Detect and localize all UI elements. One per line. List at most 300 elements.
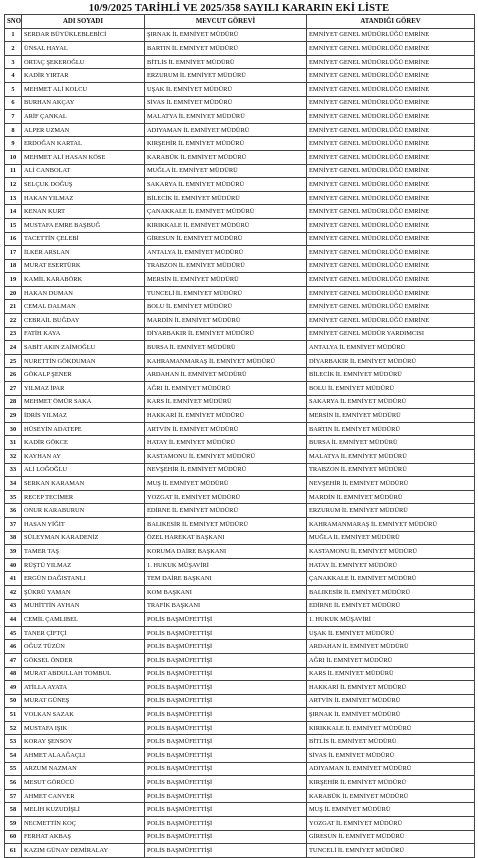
table-row <box>5 96 475 110</box>
cell-sno: 61 <box>5 844 22 858</box>
table-row <box>5 327 475 341</box>
cell-current-position: KIRŞEHİR İL EMNİYET MÜDÜRÜ <box>145 137 307 151</box>
cell-assigned-position: ŞIRNAK İL EMNİYET MÜDÜRÜ <box>307 708 475 722</box>
cell-sno: 36 <box>5 504 22 518</box>
cell-assigned-position: HATAY İL EMNİYET MÜDÜRÜ <box>307 558 475 572</box>
cell-sno: 14 <box>5 205 22 219</box>
header-assigned-position: ATANDIĞI GÖREV <box>307 15 475 29</box>
cell-assigned-position: EMNİYET GENEL MÜDÜRLÜĞÜ EMRİNE <box>307 246 475 260</box>
cell-current-position: POLİS BAŞMÜFETTİŞİ <box>145 803 307 817</box>
table-row <box>5 558 475 572</box>
table-row <box>5 178 475 192</box>
cell-name: MELİH KUZUDİŞLİ <box>22 803 145 817</box>
cell-assigned-position: 1. HUKUK MÜŞAVİRİ <box>307 613 475 627</box>
cell-current-position: MALATYA İL EMNİYET MÜDÜRÜ <box>145 110 307 124</box>
cell-name: KAYHAN AY <box>22 450 145 464</box>
table-row <box>5 409 475 423</box>
cell-sno: 48 <box>5 667 22 681</box>
cell-name: HÜSEYİN ADATEPE <box>22 422 145 436</box>
cell-name: KORAY ŞENSOY <box>22 735 145 749</box>
cell-assigned-position: EMNİYET GENEL MÜDÜRLÜĞÜ EMRİNE <box>307 110 475 124</box>
cell-current-position: YOZGAT İL EMNİYET MÜDÜRÜ <box>145 490 307 504</box>
cell-name: ŞÜKRÜ YAMAN <box>22 585 145 599</box>
cell-current-position: ARDAHAN İL EMNİYET MÜDÜRÜ <box>145 368 307 382</box>
table-row <box>5 314 475 328</box>
cell-name: SELÇUK DOĞUŞ <box>22 178 145 192</box>
cell-current-position: TRABZON İL EMNİYET MÜDÜRÜ <box>145 259 307 273</box>
table-row <box>5 55 475 69</box>
cell-current-position: TUNCELİ İL EMNİYET MÜDÜRÜ <box>145 286 307 300</box>
table-row <box>5 613 475 627</box>
cell-sno: 56 <box>5 776 22 790</box>
cell-current-position: MUŞ İL EMNİYET MÜDÜRÜ <box>145 477 307 491</box>
cell-name: FERHAT AKBAŞ <box>22 830 145 844</box>
cell-current-position: POLİS BAŞMÜFETTİŞİ <box>145 735 307 749</box>
cell-sno: 52 <box>5 721 22 735</box>
cell-sno: 25 <box>5 354 22 368</box>
cell-name: MUSTAFA EMRE BAŞBUĞ <box>22 218 145 232</box>
table-row <box>5 681 475 695</box>
table-row <box>5 28 475 42</box>
table-row <box>5 205 475 219</box>
cell-name: NURETTİN GÖKDUMAN <box>22 354 145 368</box>
table-row <box>5 218 475 232</box>
cell-current-position: KOM BAŞKANI <box>145 585 307 599</box>
cell-name: GÖKSEL ÖNDER <box>22 653 145 667</box>
cell-sno: 19 <box>5 273 22 287</box>
table-row <box>5 735 475 749</box>
table-row <box>5 123 475 137</box>
header-sno: SNO <box>5 15 22 29</box>
cell-name: HAKAN YILMAZ <box>22 191 145 205</box>
cell-sno: 30 <box>5 422 22 436</box>
cell-assigned-position: BARTIN İL EMNİYET MÜDÜRÜ <box>307 422 475 436</box>
cell-current-position: GİRESUN İL EMNİYET MÜDÜRÜ <box>145 232 307 246</box>
cell-assigned-position: EDİRNE İL EMNİYET MÜDÜRÜ <box>307 599 475 613</box>
cell-current-position: 1. HUKUK MÜŞAVİRİ <box>145 558 307 572</box>
table-row <box>5 762 475 776</box>
cell-assigned-position: EMNİYET GENEL MÜDÜRLÜĞÜ EMRİNE <box>307 286 475 300</box>
cell-assigned-position: MUĞLA İL EMNİYET MÜDÜRÜ <box>307 531 475 545</box>
cell-name: MURAT ESERTÜRK <box>22 259 145 273</box>
table-row <box>5 640 475 654</box>
table-row <box>5 300 475 314</box>
cell-name: HASAN YİĞİT <box>22 517 145 531</box>
table-row <box>5 110 475 124</box>
cell-sno: 26 <box>5 368 22 382</box>
cell-sno: 50 <box>5 694 22 708</box>
document-title: 10/9/2025 TARİHLİ VE 2025/358 SAYILI KARARIN EKİ LİSTE <box>88 3 390 14</box>
cell-current-position: POLİS BAŞMÜFETTİŞİ <box>145 749 307 763</box>
cell-current-position: POLİS BAŞMÜFETTİŞİ <box>145 613 307 627</box>
cell-name: CEBRAİL BUĞDAY <box>22 314 145 328</box>
cell-assigned-position: TUNCELİ İL EMNİYET MÜDÜRÜ <box>307 844 475 858</box>
cell-current-position: POLİS BAŞMÜFETTİŞİ <box>145 844 307 858</box>
cell-current-position: KASTAMONU İL EMNİYET MÜDÜRÜ <box>145 450 307 464</box>
cell-assigned-position: BALIKESİR İL EMNİYET MÜDÜRÜ <box>307 585 475 599</box>
cell-sno: 13 <box>5 191 22 205</box>
cell-sno: 54 <box>5 749 22 763</box>
table-row <box>5 341 475 355</box>
table-row <box>5 626 475 640</box>
cell-sno: 49 <box>5 681 22 695</box>
cell-current-position: BARTIN İL EMNİYET MÜDÜRÜ <box>145 42 307 56</box>
cell-assigned-position: EMNİYET GENEL MÜDÜRLÜĞÜ EMRİNE <box>307 205 475 219</box>
cell-name: TACETTİN ÇELEBİ <box>22 232 145 246</box>
cell-sno: 17 <box>5 246 22 260</box>
cell-current-position: POLİS BAŞMÜFETTİŞİ <box>145 667 307 681</box>
cell-current-position: DİYARBAKIR İL EMNİYET MÜDÜRÜ <box>145 327 307 341</box>
table-row <box>5 164 475 178</box>
table-row <box>5 450 475 464</box>
cell-name: CEMAL DALMAN <box>22 300 145 314</box>
table-row <box>5 653 475 667</box>
table-row <box>5 776 475 790</box>
table-row <box>5 749 475 763</box>
cell-name: ALPER UZMAN <box>22 123 145 137</box>
cell-assigned-position: EMNİYET GENEL MÜDÜRLÜĞÜ EMRİNE <box>307 314 475 328</box>
table-row <box>5 354 475 368</box>
table-row <box>5 422 475 436</box>
cell-sno: 33 <box>5 463 22 477</box>
table-row <box>5 817 475 831</box>
cell-current-position: POLİS BAŞMÜFETTİŞİ <box>145 626 307 640</box>
cell-name: BURHAN AKÇAY <box>22 96 145 110</box>
cell-sno: 12 <box>5 178 22 192</box>
table-row <box>5 504 475 518</box>
cell-name: KAMİL KARABÖRK <box>22 273 145 287</box>
cell-name: YILMAZ İPAR <box>22 382 145 396</box>
table-row <box>5 259 475 273</box>
cell-sno: 3 <box>5 55 22 69</box>
table-row <box>5 137 475 151</box>
cell-current-position: TRAFİK BAŞKANI <box>145 599 307 613</box>
cell-sno: 35 <box>5 490 22 504</box>
table-body <box>5 28 475 857</box>
cell-name: ATİLLA AYATA <box>22 681 145 695</box>
cell-assigned-position: KAHRAMANMARAŞ İL EMNİYET MÜDÜRÜ <box>307 517 475 531</box>
cell-assigned-position: EMNİYET GENEL MÜDÜRLÜĞÜ EMRİNE <box>307 96 475 110</box>
cell-current-position: POLİS BAŞMÜFETTİŞİ <box>145 762 307 776</box>
cell-assigned-position: TRABZON İL EMNİYET MÜDÜRÜ <box>307 463 475 477</box>
cell-current-position: ÖZEL HAREKAT BAŞKANI <box>145 531 307 545</box>
cell-name: SERKAN KARAMAN <box>22 477 145 491</box>
cell-assigned-position: ARTVİN İL EMNİYET MÜDÜRÜ <box>307 694 475 708</box>
cell-current-position: KARABÜK İL EMNİYET MÜDÜRÜ <box>145 150 307 164</box>
cell-sno: 42 <box>5 585 22 599</box>
cell-name: KADİR GÖKCE <box>22 436 145 450</box>
cell-name: SABİT AKIN ZAİMOĞLU <box>22 341 145 355</box>
cell-name: İLKER ARSLAN <box>22 246 145 260</box>
cell-name: ALİ LOĞOĞLU <box>22 463 145 477</box>
cell-name: KAZIM GÜNAY DEMİRALAY <box>22 844 145 858</box>
cell-name: SERDAR BÜYÜKLEBLEBİCİ <box>22 28 145 42</box>
cell-assigned-position: MUŞ İL EMNİYET MÜDÜRÜ <box>307 803 475 817</box>
cell-sno: 22 <box>5 314 22 328</box>
cell-current-position: HATAY İL EMNİYET MÜDÜRÜ <box>145 436 307 450</box>
table-row <box>5 382 475 396</box>
cell-name: ARZUM NAZMAN <box>22 762 145 776</box>
cell-current-position: ÇANAKKALE İL EMNİYET MÜDÜRÜ <box>145 205 307 219</box>
cell-sno: 15 <box>5 218 22 232</box>
table-row <box>5 708 475 722</box>
cell-current-position: POLİS BAŞMÜFETTİŞİ <box>145 789 307 803</box>
cell-current-position: MERSİN İL EMNİYET MÜDÜRÜ <box>145 273 307 287</box>
cell-current-position: UŞAK İL EMNİYET MÜDÜRÜ <box>145 82 307 96</box>
cell-current-position: POLİS BAŞMÜFETTİŞİ <box>145 721 307 735</box>
cell-sno: 2 <box>5 42 22 56</box>
cell-name: VOLKAN SAZAK <box>22 708 145 722</box>
cell-sno: 20 <box>5 286 22 300</box>
cell-assigned-position: ERZURUM İL EMNİYET MÜDÜRÜ <box>307 504 475 518</box>
cell-current-position: BURSA İL EMNİYET MÜDÜRÜ <box>145 341 307 355</box>
cell-current-position: ŞIRNAK İL EMNİYET MÜDÜRÜ <box>145 28 307 42</box>
cell-current-position: BİLECİK İL EMNİYET MÜDÜRÜ <box>145 191 307 205</box>
cell-assigned-position: ADIYAMAN İL EMNİYET MÜDÜRÜ <box>307 762 475 776</box>
cell-current-position: KARS İL EMNİYET MÜDÜRÜ <box>145 395 307 409</box>
cell-current-position: SİVAS İL EMNİYET MÜDÜRÜ <box>145 96 307 110</box>
cell-assigned-position: ARDAHAN İL EMNİYET MÜDÜRÜ <box>307 640 475 654</box>
cell-name: KENAN KURT <box>22 205 145 219</box>
cell-current-position: AĞRI İL EMNİYET MÜDÜRÜ <box>145 382 307 396</box>
cell-current-position: KIRIKKALE İL EMNİYET MÜDÜRÜ <box>145 218 307 232</box>
cell-assigned-position: KIRŞEHİR İL EMNİYET MÜDÜRÜ <box>307 776 475 790</box>
cell-sno: 41 <box>5 572 22 586</box>
cell-sno: 55 <box>5 762 22 776</box>
header-name: ADI SOYADI <box>22 15 145 29</box>
cell-name: FATİH KAYA <box>22 327 145 341</box>
assignment-table <box>4 14 475 858</box>
cell-current-position: ARTVİN İL EMNİYET MÜDÜRÜ <box>145 422 307 436</box>
cell-name: MUHİTTİN AYHAN <box>22 599 145 613</box>
cell-sno: 5 <box>5 82 22 96</box>
cell-sno: 24 <box>5 341 22 355</box>
cell-assigned-position: EMNİYET GENEL MÜDÜRLÜĞÜ EMRİNE <box>307 300 475 314</box>
cell-name: KADİR YIRTAR <box>22 69 145 83</box>
cell-current-position: POLİS BAŞMÜFETTİŞİ <box>145 694 307 708</box>
cell-sno: 9 <box>5 137 22 151</box>
cell-name: ALİ CANBOLAT <box>22 164 145 178</box>
cell-assigned-position: KARABÜK İL EMNİYET MÜDÜRÜ <box>307 789 475 803</box>
cell-assigned-position: BOLU İL EMNİYET MÜDÜRÜ <box>307 382 475 396</box>
cell-assigned-position: ÇANAKKALE İL EMNİYET MÜDÜRÜ <box>307 572 475 586</box>
cell-assigned-position: DİYARBAKIR İL EMNİYET MÜDÜRÜ <box>307 354 475 368</box>
cell-name: MEHMET ALİ KOLCU <box>22 82 145 96</box>
cell-assigned-position: MARDİN İL EMNİYET MÜDÜRÜ <box>307 490 475 504</box>
cell-sno: 60 <box>5 830 22 844</box>
cell-assigned-position: EMNİYET GENEL MÜDÜRLÜĞÜ EMRİNE <box>307 259 475 273</box>
table-row <box>5 694 475 708</box>
cell-sno: 32 <box>5 450 22 464</box>
table-row <box>5 436 475 450</box>
table-row <box>5 82 475 96</box>
cell-assigned-position: EMNİYET GENEL MÜDÜRLÜĞÜ EMRİNE <box>307 178 475 192</box>
table-row <box>5 368 475 382</box>
table-row <box>5 42 475 56</box>
table-row <box>5 545 475 559</box>
table-row <box>5 789 475 803</box>
cell-assigned-position: EMNİYET GENEL MÜDÜRLÜĞÜ EMRİNE <box>307 82 475 96</box>
cell-sno: 7 <box>5 110 22 124</box>
cell-sno: 44 <box>5 613 22 627</box>
cell-assigned-position: EMNİYET GENEL MÜDÜRLÜĞÜ EMRİNE <box>307 28 475 42</box>
table-row <box>5 830 475 844</box>
cell-name: CEMİL ÇAMLIBEL <box>22 613 145 627</box>
cell-name: OĞUZ TÜZÜN <box>22 640 145 654</box>
table-row <box>5 273 475 287</box>
table-row <box>5 69 475 83</box>
cell-sno: 18 <box>5 259 22 273</box>
cell-current-position: EDİRNE İL EMNİYET MÜDÜRÜ <box>145 504 307 518</box>
cell-current-position: KAHRAMANMARAŞ İL EMNİYET MÜDÜRÜ <box>145 354 307 368</box>
table-row <box>5 599 475 613</box>
cell-assigned-position: BURSA İL EMNİYET MÜDÜRÜ <box>307 436 475 450</box>
cell-assigned-position: KIRIKKALE İL EMNİYET MÜDÜRÜ <box>307 721 475 735</box>
cell-assigned-position: SİVAS İL EMNİYET MÜDÜRÜ <box>307 749 475 763</box>
cell-current-position: BOLU İL EMNİYET MÜDÜRÜ <box>145 300 307 314</box>
cell-current-position: POLİS BAŞMÜFETTİŞİ <box>145 653 307 667</box>
cell-name: SÜLEYMAN KARADENİZ <box>22 531 145 545</box>
cell-assigned-position: MERSİN İL EMNİYET MÜDÜRÜ <box>307 409 475 423</box>
cell-assigned-position: EMNİYET GENEL MÜDÜRLÜĞÜ EMRİNE <box>307 150 475 164</box>
table-row <box>5 517 475 531</box>
cell-name: RECEP TECİMER <box>22 490 145 504</box>
cell-assigned-position: ANTALYA İL EMNİYET MÜDÜRÜ <box>307 341 475 355</box>
cell-name: NECMETTİN KOÇ <box>22 817 145 831</box>
header-current-position: MEVCUT GÖREVİ <box>145 15 307 29</box>
cell-sno: 43 <box>5 599 22 613</box>
table-row <box>5 490 475 504</box>
cell-current-position: MUĞLA İL EMNİYET MÜDÜRÜ <box>145 164 307 178</box>
cell-sno: 23 <box>5 327 22 341</box>
cell-name: AHMET CANVER <box>22 789 145 803</box>
cell-assigned-position: EMNİYET GENEL MÜDÜRLÜĞÜ EMRİNE <box>307 69 475 83</box>
table-row <box>5 463 475 477</box>
cell-sno: 28 <box>5 395 22 409</box>
cell-current-position: KORUMA DAİRE BAŞKANI <box>145 545 307 559</box>
cell-name: MUSTAFA IŞIK <box>22 721 145 735</box>
table-row <box>5 150 475 164</box>
table-row <box>5 721 475 735</box>
cell-assigned-position: BİTLİS İL EMNİYET MÜDÜRÜ <box>307 735 475 749</box>
table-row <box>5 477 475 491</box>
cell-name: ARİF ÇANKAL <box>22 110 145 124</box>
cell-current-position: ADIYAMAN İL EMNİYET MÜDÜRÜ <box>145 123 307 137</box>
cell-current-position: POLİS BAŞMÜFETTİŞİ <box>145 681 307 695</box>
cell-name: İDRİS YILMAZ <box>22 409 145 423</box>
table-row <box>5 395 475 409</box>
cell-current-position: POLİS BAŞMÜFETTİŞİ <box>145 708 307 722</box>
cell-assigned-position: AĞRI İL EMNİYET MÜDÜRÜ <box>307 653 475 667</box>
cell-assigned-position: EMNİYET GENEL MÜDÜRLÜĞÜ EMRİNE <box>307 55 475 69</box>
cell-sno: 47 <box>5 653 22 667</box>
cell-sno: 4 <box>5 69 22 83</box>
cell-sno: 27 <box>5 382 22 396</box>
cell-assigned-position: EMNİYET GENEL MÜDÜR YARDIMCISI <box>307 327 475 341</box>
cell-assigned-position: NEVŞEHİR İL EMNİYET MÜDÜRÜ <box>307 477 475 491</box>
cell-current-position: BALIKESİR İL EMNİYET MÜDÜRÜ <box>145 517 307 531</box>
cell-name: MURAT GÜNEŞ <box>22 694 145 708</box>
cell-sno: 10 <box>5 150 22 164</box>
cell-name: ORTAÇ ŞEKEROĞLU <box>22 55 145 69</box>
cell-assigned-position: EMNİYET GENEL MÜDÜRLÜĞÜ EMRİNE <box>307 123 475 137</box>
cell-assigned-position: UŞAK İL EMNİYET MÜDÜRÜ <box>307 626 475 640</box>
cell-current-position: MARDİN İL EMNİYET MÜDÜRÜ <box>145 314 307 328</box>
cell-sno: 1 <box>5 28 22 42</box>
cell-sno: 40 <box>5 558 22 572</box>
table-row <box>5 572 475 586</box>
table-row <box>5 803 475 817</box>
cell-name: TAMER TAŞ <box>22 545 145 559</box>
cell-sno: 6 <box>5 96 22 110</box>
cell-assigned-position: EMNİYET GENEL MÜDÜRLÜĞÜ EMRİNE <box>307 164 475 178</box>
cell-assigned-position: EMNİYET GENEL MÜDÜRLÜĞÜ EMRİNE <box>307 218 475 232</box>
cell-assigned-position: MALATYA İL EMNİYET MÜDÜRÜ <box>307 450 475 464</box>
cell-assigned-position: SAKARYA İL EMNİYET MÜDÜRÜ <box>307 395 475 409</box>
cell-assigned-position: EMNİYET GENEL MÜDÜRLÜĞÜ EMRİNE <box>307 191 475 205</box>
cell-current-position: HAKKARİ İL EMNİYET MÜDÜRÜ <box>145 409 307 423</box>
cell-current-position: NEVŞEHİR İL EMNİYET MÜDÜRÜ <box>145 463 307 477</box>
cell-name: MEHMET ÖMÜR SAKA <box>22 395 145 409</box>
cell-sno: 39 <box>5 545 22 559</box>
cell-assigned-position: BİLECİK İL EMNİYET MÜDÜRÜ <box>307 368 475 382</box>
cell-sno: 34 <box>5 477 22 491</box>
cell-assigned-position: GİRESUN İL EMNİYET MÜDÜRÜ <box>307 830 475 844</box>
table-row <box>5 667 475 681</box>
cell-name: MEHMET ALİ HASAN KÖSE <box>22 150 145 164</box>
cell-name: MESUT GÖRÜCÜ <box>22 776 145 790</box>
cell-current-position: ANTALYA İL EMNİYET MÜDÜRÜ <box>145 246 307 260</box>
cell-sno: 38 <box>5 531 22 545</box>
cell-name: GÖKALP ŞENER <box>22 368 145 382</box>
cell-sno: 51 <box>5 708 22 722</box>
table-row <box>5 531 475 545</box>
cell-sno: 37 <box>5 517 22 531</box>
cell-sno: 21 <box>5 300 22 314</box>
cell-assigned-position: EMNİYET GENEL MÜDÜRLÜĞÜ EMRİNE <box>307 273 475 287</box>
cell-name: ERDOĞAN KARTAL <box>22 137 145 151</box>
cell-name: RÜŞTÜ YILMAZ <box>22 558 145 572</box>
cell-sno: 16 <box>5 232 22 246</box>
table-row <box>5 232 475 246</box>
cell-current-position: BİTLİS İL EMNİYET MÜDÜRÜ <box>145 55 307 69</box>
cell-name: ONUR KARABURUN <box>22 504 145 518</box>
cell-current-position: POLİS BAŞMÜFETTİŞİ <box>145 830 307 844</box>
cell-assigned-position: EMNİYET GENEL MÜDÜRLÜĞÜ EMRİNE <box>307 42 475 56</box>
cell-sno: 57 <box>5 789 22 803</box>
cell-assigned-position: KASTAMONU İL EMNİYET MÜDÜRÜ <box>307 545 475 559</box>
cell-assigned-position: HAKKARİ İL EMNİYET MÜDÜRÜ <box>307 681 475 695</box>
table-row <box>5 286 475 300</box>
cell-current-position: TEM DAİRE BAŞKANI <box>145 572 307 586</box>
cell-current-position: POLİS BAŞMÜFETTİŞİ <box>145 817 307 831</box>
cell-name: MURAT ABDULLAH TOMBUL <box>22 667 145 681</box>
cell-sno: 45 <box>5 626 22 640</box>
table-row <box>5 191 475 205</box>
cell-name: ÜNSAL HAYAL <box>22 42 145 56</box>
cell-current-position: SAKARYA İL EMNİYET MÜDÜRÜ <box>145 178 307 192</box>
cell-name: HAKAN DUMAN <box>22 286 145 300</box>
cell-current-position: ERZURUM İL EMNİYET MÜDÜRÜ <box>145 69 307 83</box>
cell-sno: 46 <box>5 640 22 654</box>
table-header-row <box>5 15 475 29</box>
cell-current-position: POLİS BAŞMÜFETTİŞİ <box>145 640 307 654</box>
cell-name: AHMET ALAAĞAÇLI <box>22 749 145 763</box>
cell-assigned-position: EMNİYET GENEL MÜDÜRLÜĞÜ EMRİNE <box>307 137 475 151</box>
cell-name: ERGÜN DAĞISTANLI <box>22 572 145 586</box>
cell-sno: 8 <box>5 123 22 137</box>
cell-sno: 31 <box>5 436 22 450</box>
